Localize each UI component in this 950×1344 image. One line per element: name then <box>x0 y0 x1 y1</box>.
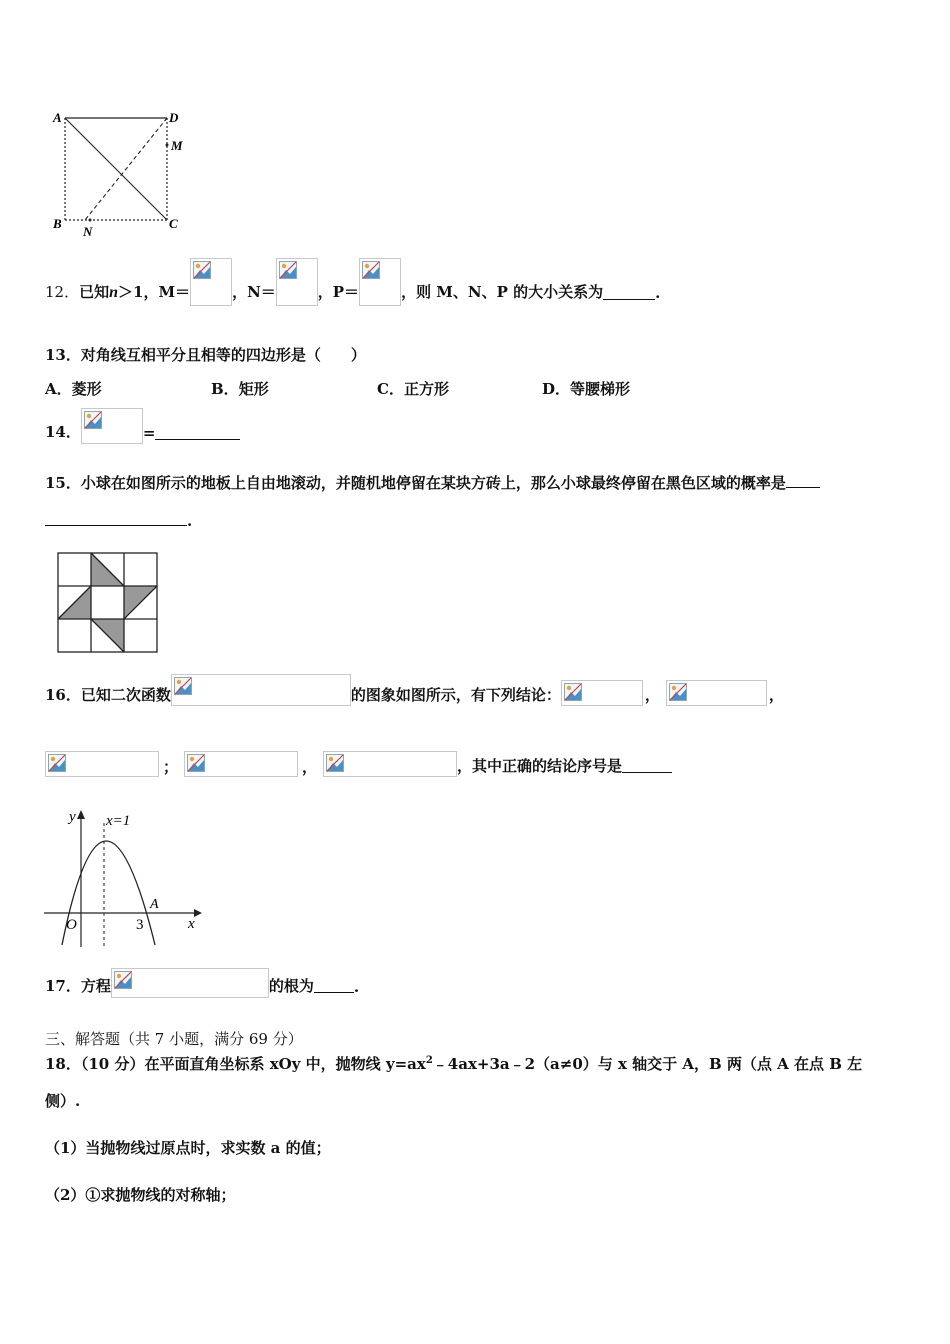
q18-part-1: （1）当抛物线过原点时，求实数 a 的值； <box>45 1139 331 1157</box>
q18-part-2: （2）①求抛物线的对称轴； <box>45 1186 236 1204</box>
formula-image-equation <box>111 968 269 998</box>
formula-image-N <box>276 258 318 306</box>
broken-image-icon <box>84 411 102 429</box>
question-16: 16． 已知二次函数 的图象如图所示，有下列结论： ， ， <box>45 674 784 706</box>
broken-image-icon <box>279 261 297 279</box>
tile-floor-figure <box>57 552 161 656</box>
q15-continuation: . <box>45 510 192 530</box>
broken-image-icon <box>326 754 344 772</box>
question-12: 12． 已知 n ＞1， M＝ ，N＝ ，P＝ ，则 M、N、P 的大小关系为 . <box>45 258 660 306</box>
q13-option-c: C．正方形 <box>377 380 449 398</box>
question-13 <box>45 344 366 365</box>
parabola-graph <box>42 805 207 955</box>
q16-line-2: ； ， ，其中正确的结论序号是 <box>45 749 672 777</box>
broken-image-icon <box>362 261 380 279</box>
broken-image-icon <box>174 677 192 695</box>
formula-image-conclusion-1 <box>561 680 643 706</box>
q13-text: 对角线互相平分且相等的四边形是（ ） <box>80 346 366 364</box>
q18-line-2: 侧）. <box>45 1092 81 1110</box>
q12-number: 12． <box>45 283 80 301</box>
formula-image-conclusion-2 <box>666 680 767 706</box>
broken-image-icon <box>187 754 205 772</box>
label-M: M <box>171 138 183 153</box>
label-C: C <box>169 216 178 231</box>
point-A-label: A <box>150 897 159 912</box>
q13-option-a: A．菱形 <box>45 380 102 398</box>
broken-image-icon <box>48 754 66 772</box>
answer-blank <box>314 977 354 993</box>
broken-image-icon <box>564 683 582 701</box>
formula-image-quadratic <box>171 674 351 706</box>
broken-image-icon <box>114 971 132 989</box>
section-title: 三、解答题（共 7 小题，满分 69 分） <box>45 1030 303 1048</box>
square-figure <box>45 105 205 240</box>
question-17: 17． 方程 的根为 . <box>45 966 359 999</box>
formula-image-P <box>359 258 401 306</box>
formula-image-conclusion-5 <box>323 751 457 777</box>
origin-label: O <box>66 917 77 933</box>
answer-blank <box>786 472 820 488</box>
question-15: 15．小球在如图所示的地板上自由地滚动，并随机地停留在某块方砖上，那么小球最终停留在黑色区域的概率是 <box>45 472 820 493</box>
x-axis-label: x <box>188 916 195 932</box>
formula-image-q14 <box>81 408 143 444</box>
y-axis-label: y <box>69 809 76 825</box>
formula-image-conclusion-4 <box>184 751 298 777</box>
label-N: N <box>83 224 93 239</box>
answer-blank <box>45 510 187 526</box>
formula-image-M <box>190 258 232 306</box>
answer-blank <box>622 757 672 773</box>
label-B: B <box>53 216 62 231</box>
answer-blank <box>155 424 240 440</box>
question-18: 18．（10 分）在平面直角坐标系 xOy 中，抛物线 $y=ax^2﹣4ax+3a﹣2(a\ne 0)$与 x 轴交于 A，B 两（点 A 在点 B 左 <box>45 1055 863 1073</box>
formula-image-conclusion-3 <box>45 751 159 777</box>
q13-option-d: D．等腰梯形 <box>542 380 631 398</box>
label-D: D <box>169 110 179 125</box>
q13-number: 13． <box>45 346 81 364</box>
question-14: 14． = <box>45 408 240 444</box>
q13-option-b: B．矩形 <box>211 380 269 398</box>
broken-image-icon <box>193 261 211 279</box>
axis-of-symmetry-label: x=1 <box>106 813 131 829</box>
answer-blank <box>603 284 655 300</box>
broken-image-icon <box>669 683 687 701</box>
label-A: A <box>53 110 62 125</box>
tick-3-label: 3 <box>136 917 144 933</box>
